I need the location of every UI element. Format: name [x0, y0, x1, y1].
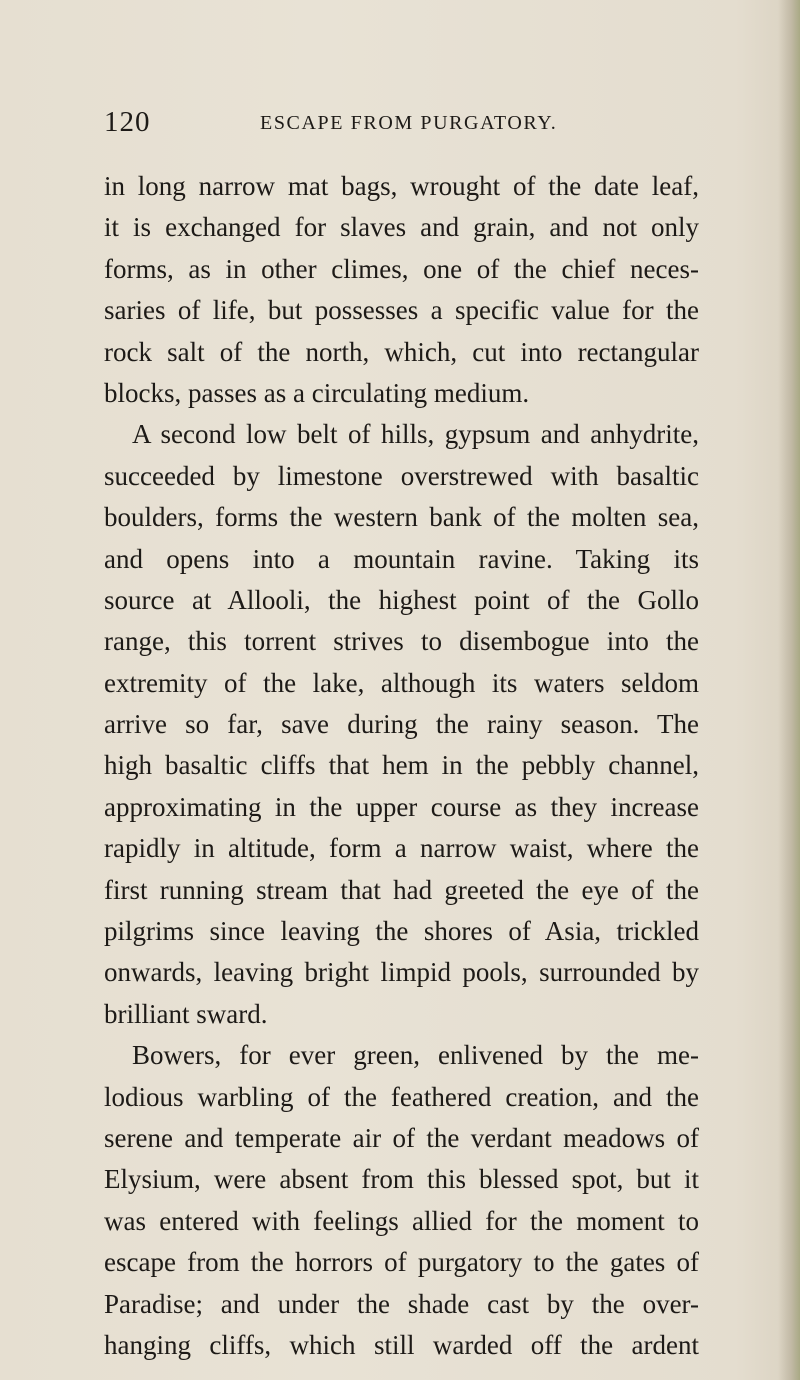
- text-line: arrive so far, save during the rainy season. The: [104, 709, 699, 740]
- text-line: rapidly in altitude, form a narrow waist, where the: [104, 833, 699, 864]
- text-line: source at Allooli, the highest point of the Gollo: [104, 584, 699, 615]
- text-line: hanging cliffs, which still warded off the ardent: [104, 1329, 699, 1360]
- text-line: lodious warbling of the feathered creation, and the: [104, 1081, 699, 1112]
- text-line: succeeded by limestone overstrewed with basaltic: [104, 460, 699, 491]
- text-line: rock salt of the north, which, cut into rectangular: [104, 336, 699, 367]
- text-line: first running stream that had greeted the eye of the: [104, 874, 699, 905]
- text-line: extremity of the lake, although its waters seldom: [104, 667, 699, 698]
- text-line: it is exchanged for slaves and grain, and not only: [104, 212, 699, 243]
- text-line: Paradise; and under the shade cast by the over-: [104, 1288, 699, 1319]
- text-line: forms, as in other climes, one of the chief neces-: [104, 253, 699, 284]
- text-line: brilliant sward.: [104, 998, 268, 1029]
- text-line: was entered with feelings allied for the moment to: [104, 1205, 699, 1236]
- text-line: pilgrims since leaving the shores of Asia, trickled: [104, 916, 699, 947]
- text-line: approximating in the upper course as they increase: [104, 791, 699, 822]
- text-line: Bowers, for ever green, enlivened by the me-: [132, 1040, 699, 1071]
- page-edge-shadow: [778, 0, 800, 1380]
- running-head: ESCAPE FROM PURGATORY.: [260, 112, 558, 134]
- text-line: boulders, forms the western bank of the molten sea,: [104, 502, 699, 533]
- text-line: Elysium, were absent from this blessed spot, but it: [104, 1164, 699, 1195]
- text-line: A second low belt of hills, gypsum and anhydrite,: [132, 419, 699, 450]
- text-line: and opens into a mountain ravine. Taking its: [104, 543, 699, 574]
- page-header: [104, 106, 704, 146]
- text-line: high basaltic cliffs that hem in the pebbly channel,: [104, 750, 699, 781]
- text-line: serene and temperate air of the verdant meadows of: [104, 1122, 699, 1153]
- text-line: escape from the horrors of purgatory to the gates of: [104, 1247, 699, 1278]
- text-line: in long narrow mat bags, wrought of the date leaf,: [104, 171, 699, 201]
- text-line: range, this torrent strives to disembogue into the: [104, 626, 699, 657]
- text-line: saries of life, but possesses a specific value for the: [104, 295, 699, 326]
- text-line: blocks, passes as a circulating medium.: [104, 377, 530, 408]
- body-text: [104, 166, 699, 1366]
- page-number: 120: [104, 106, 151, 138]
- text-line: onwards, leaving bright limpid pools, surrounded by: [104, 957, 699, 988]
